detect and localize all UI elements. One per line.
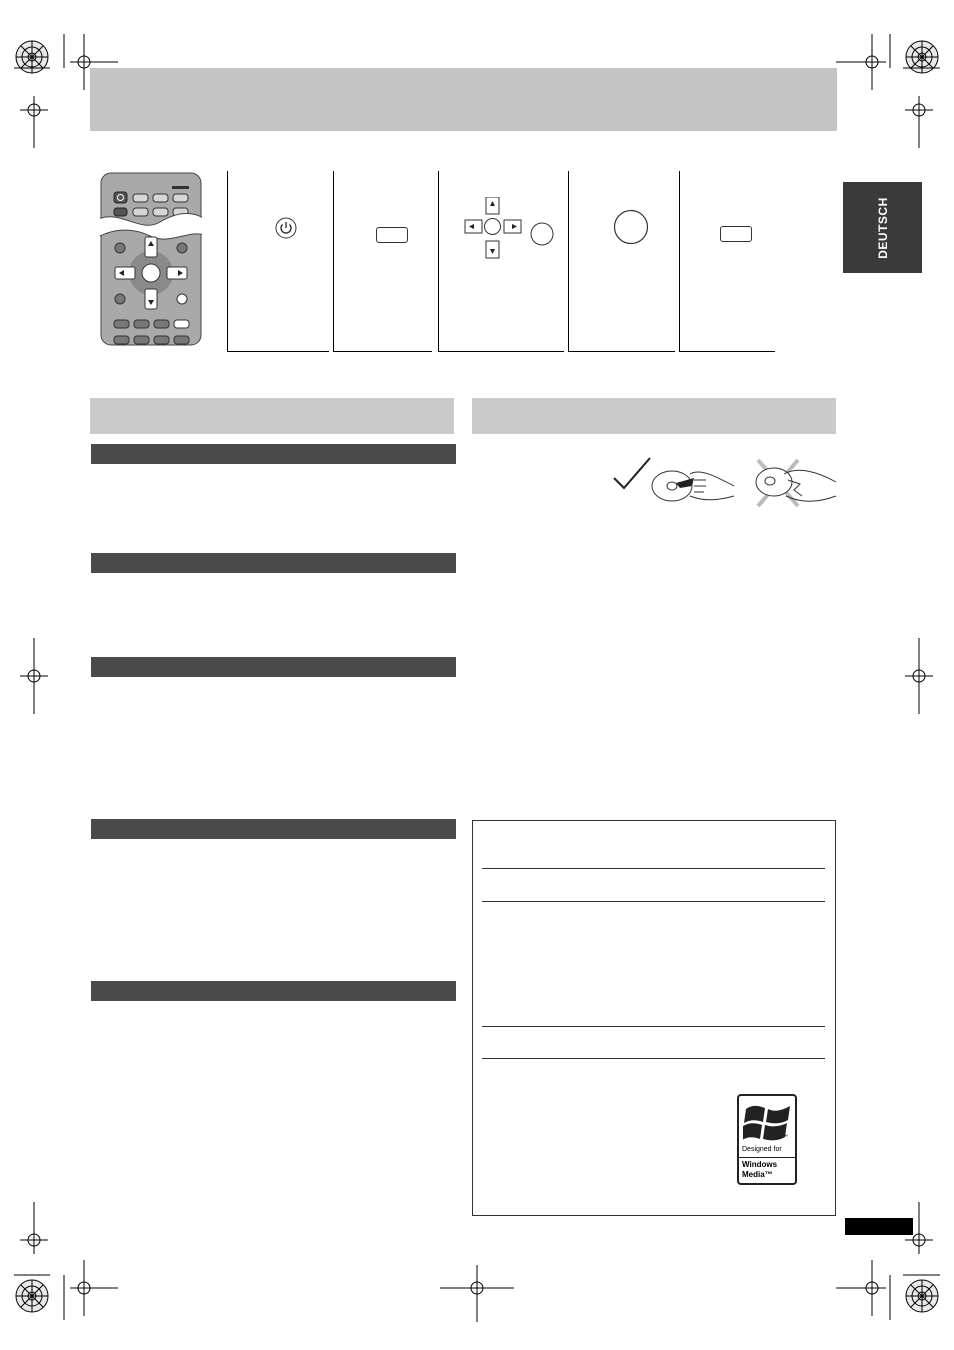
disc-handling-correct-illustration — [610, 456, 735, 506]
header-band — [90, 68, 837, 131]
info-box-rule-2 — [482, 901, 825, 902]
logo-tm: ™ — [783, 1134, 788, 1140]
step-4-panel — [568, 171, 675, 352]
disc-handling-wrong-illustration — [748, 456, 838, 508]
subsection-bar-3 — [91, 657, 456, 677]
windows-flag-icon — [743, 1100, 793, 1148]
step-5-panel — [679, 171, 775, 352]
subsection-bar-2 — [91, 553, 456, 573]
rosette-bottom-right — [906, 1280, 938, 1312]
rect-button-icon — [720, 226, 752, 242]
step-2-panel — [333, 171, 432, 352]
logo-divider — [739, 1157, 795, 1158]
info-box-rule-3 — [482, 1026, 825, 1027]
subsection-bar-1 — [91, 444, 456, 464]
subsection-bar-5 — [91, 981, 456, 1001]
remote-control-illustration — [100, 172, 202, 346]
step-3-panel — [438, 171, 564, 352]
left-section-header — [90, 398, 454, 434]
logo-media: Media™ — [742, 1170, 773, 1179]
logo-windows: Windows — [742, 1160, 778, 1169]
cursor-keys-icon — [461, 197, 557, 259]
round-button-icon — [613, 209, 649, 245]
language-tab — [843, 182, 922, 273]
rosette-bottom-left — [16, 1280, 48, 1312]
step-1-panel — [227, 171, 329, 352]
rect-button-icon — [376, 227, 408, 243]
power-button-icon — [275, 217, 297, 239]
info-box-rule-1 — [482, 868, 825, 869]
page-number-box — [845, 1218, 913, 1235]
subsection-bar-4 — [91, 819, 456, 839]
right-section-header — [472, 398, 836, 434]
windows-media-logo — [737, 1094, 797, 1185]
enter-icon — [142, 264, 160, 282]
checkmark-icon — [614, 458, 650, 488]
language-tab-label: DEUTSCH — [875, 196, 890, 259]
logo-designed-for: Designed for — [742, 1146, 782, 1153]
power-icon — [114, 192, 127, 203]
info-box-rule-4 — [482, 1058, 825, 1059]
